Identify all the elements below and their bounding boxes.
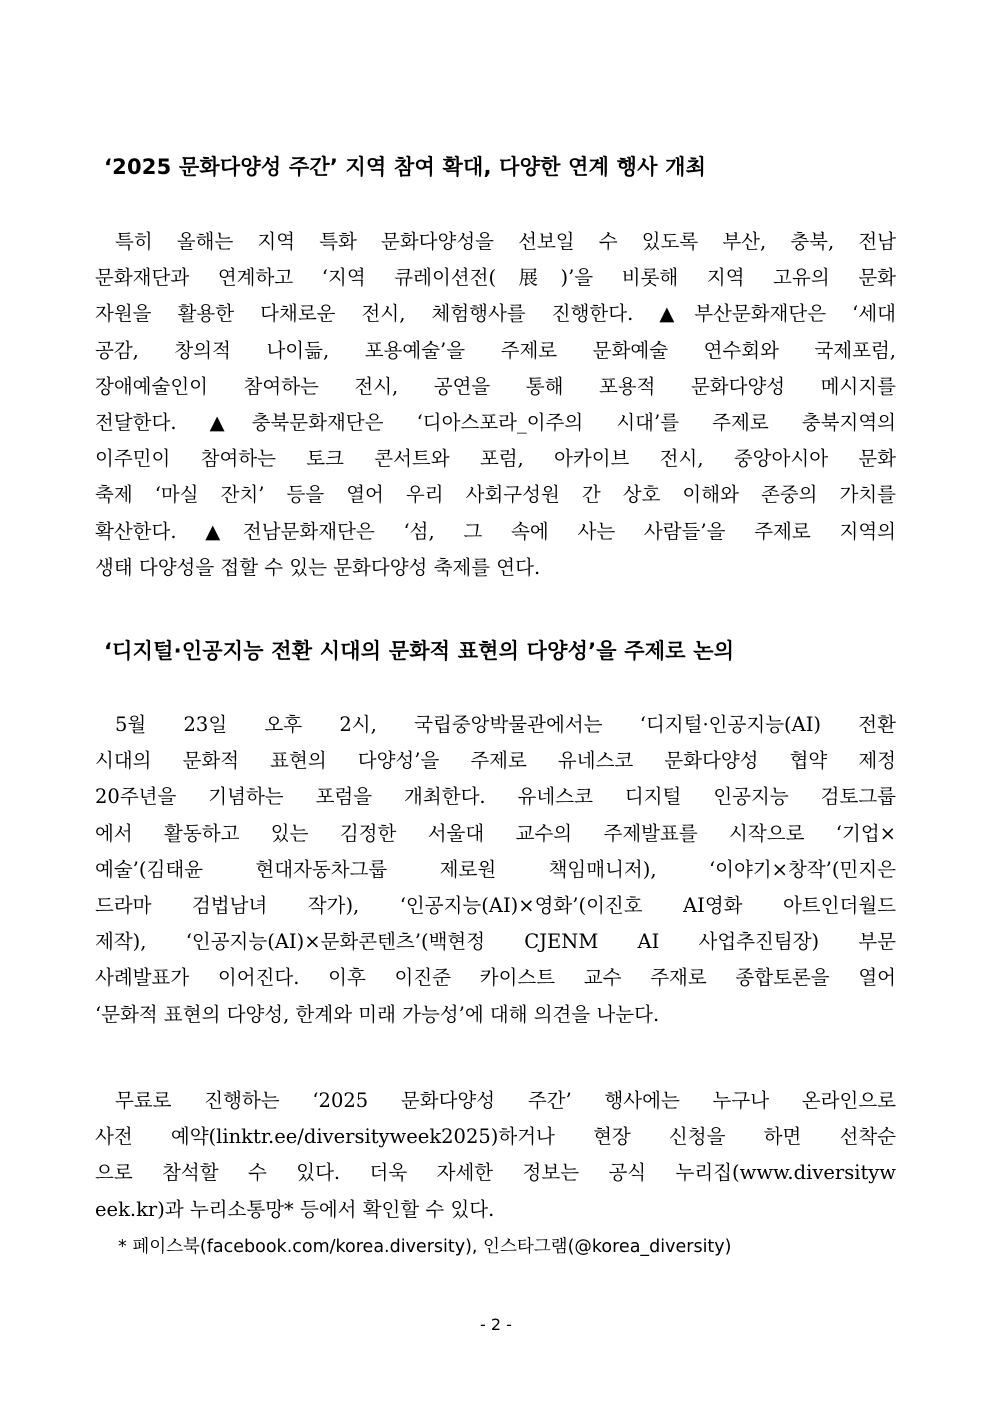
paragraph-line: 무료로 진행하는 ‘2025 문화다양성 주간’ 행사에는 누구나 온라인으로 <box>115 1089 896 1112</box>
paragraph-line: 20주년을 기념하는 포럼을 개최한다. 유네스코 디지털 인공지능 검토그룹 <box>95 785 896 809</box>
paragraph-line: 확산한다. ▲전남문화재단은 ‘섬, 그 속에 사는 사람들’을 주제로 지역의 <box>95 519 896 543</box>
paragraph-line: 생태 다양성을 접할 수 있는 문화다양성 축제를 연다. <box>95 555 541 579</box>
paragraph-line: 에서 활동하고 있는 김정한 서울대 교수의 주제발표를 시작으로 ‘기업× <box>95 821 896 845</box>
paragraph-line: 전달한다. ▲충북문화재단은 ‘디아스포라_이주의 시대’를 주제로 충북지역의 <box>95 410 896 434</box>
paragraph-registration-info <box>95 1083 896 1228</box>
section-heading-regional-events: ‘2025 문화다양성 주간’ 지역 참여 확대, 다양한 연계 행사 개최 <box>104 155 707 179</box>
paragraph-line: 으로 참석할 수 있다. 더욱 자세한 정보는 공식 누리집(www.diversityw <box>95 1161 896 1185</box>
paragraph-line: 제작), ‘인공지능(AI)×문화콘텐츠’(백현정 CJENM AI 사업추진팀장) 부문 <box>95 930 896 954</box>
paragraph-line: 자원을 활용한 다채로운 전시, 체험행사를 진행한다. ▲부산문화재단은 ‘세대 <box>95 302 896 326</box>
paragraph-line: 장애예술인이 참여하는 전시, 공연을 통해 포용적 문화다양성 메시지를 <box>95 374 896 398</box>
paragraph-line: 공감, 창의적 나이듦, 포용예술’을 주제로 문화예술 연수회와 국제포럼, <box>95 338 896 362</box>
paragraph-line: 이주민이 참여하는 토크 콘서트와 포럼, 아카이브 전시, 중앙아시아 문화 <box>95 447 896 471</box>
paragraph-line: eek.kr)과 누리소통망* 등에서 확인할 수 있다. <box>95 1197 495 1221</box>
paragraph-digital-ai-forum <box>95 707 896 1033</box>
paragraph-line: 특히 올해는 지역 특화 문화다양성을 선보일 수 있도록 부산, 충북, 전남 <box>115 230 896 253</box>
page-number: - 2 - <box>480 1315 512 1334</box>
paragraph-line: 사례발표가 이어진다. 이후 이진준 카이스트 교수 주재로 종합토론을 열어 <box>95 966 896 990</box>
paragraph-line: 드라마 검법남녀 작가), ‘인공지능(AI)×영화’(이진호 AI영화 아트인더월드 <box>95 893 896 917</box>
paragraph-line: 5월 23일 오후 2시, 국립중앙박물관에서는 ‘디지털·인공지능(AI) 전환 <box>115 713 896 736</box>
paragraph-regional-events <box>95 224 896 586</box>
section-heading-digital-ai-forum: ‘디지털·인공지능 전환 시대의 문화적 표현의 다양성’을 주제로 논의 <box>104 639 735 663</box>
paragraph-line: 예술’(김태윤 현대자동차그룹 제로원 책임매니저), ‘이야기×창작’(민지은 <box>95 857 896 881</box>
paragraph-line: 축제 ‘마실 잔치’ 등을 열어 우리 사회구성원 간 상호 이해와 존중의 가치를 <box>95 483 896 507</box>
paragraph-line: 시대의 문화적 표현의 다양성’을 주제로 유네스코 문화다양성 협약 제정 <box>95 749 896 773</box>
paragraph-line: ‘문화적 표현의 다양성, 한계와 미래 가능성’에 대해 의견을 나눈다. <box>95 1002 660 1026</box>
paragraph-line: 사전 예약(linktr.ee/diversityweek2025)하거나 현장 신청을 하면 선착순 <box>95 1125 896 1149</box>
paragraph-line: 문화재단과 연계하고 ‘지역 큐레이션전(展)’을 비롯해 지역 고유의 문화 <box>95 266 896 290</box>
footnote-social-media: * 페이스북(facebook.com/korea.diversity), 인스타그램(@korea_diversity) <box>118 1237 732 1257</box>
